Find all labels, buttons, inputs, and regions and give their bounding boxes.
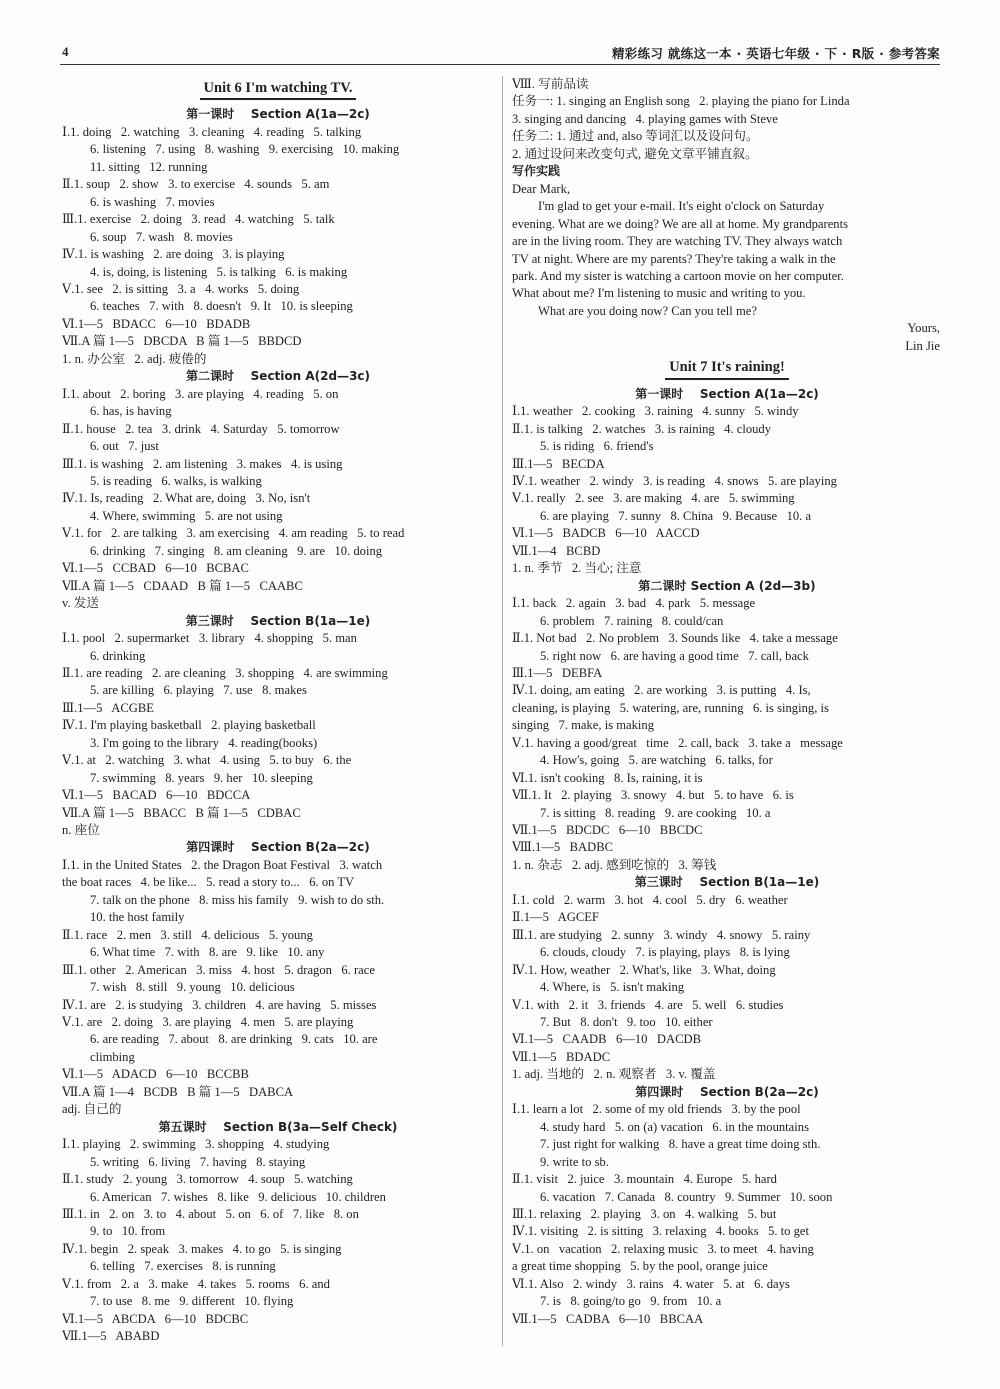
answer-line: 6. problem 7. raining 8. could/can <box>540 613 724 628</box>
answer-line: 7. But 8. don't 9. too 10. either <box>540 1015 713 1030</box>
answer-line: Ⅴ.1. from 2. a 3. make 4. takes 5. rooms 6. and <box>62 1276 330 1291</box>
answer-line: Ⅶ.1. It 2. playing 3. snowy 4. but 5. to have 6. is <box>512 788 794 803</box>
answer-line: 11. sitting 12. running <box>90 159 208 174</box>
answer-line: 5. is reading 6. walks, is walking <box>90 473 262 488</box>
answer-line: Ⅰ.1. doing 2. watching 3. cleaning 4. reading 5. talking <box>62 124 362 139</box>
answer-line: 3. I'm going to the library 4. reading(books) <box>90 735 318 750</box>
answer-line: Lin Jie <box>905 338 940 353</box>
answer-line: Ⅳ.1. visiting 2. is sitting 3. relaxing 4. books 5. to get <box>512 1224 809 1239</box>
answer-line: Ⅶ.1—5 CADBA 6—10 BBCAA <box>512 1311 704 1326</box>
page-number: 4 <box>62 44 69 59</box>
answer-line: 9. to 10. from <box>90 1224 166 1239</box>
answer-line: 6. soup 7. wash 8. movies <box>90 229 233 244</box>
answer-line: 5. writing 6. living 7. having 8. staying <box>90 1154 306 1169</box>
answer-line: Ⅷ. 写前品读 <box>512 77 589 91</box>
answer-line: 7. swimming 8. years 9. her 10. sleeping <box>90 770 313 785</box>
answer-line: n. 座位 <box>62 823 100 838</box>
answer-line: park. And my sister is watching a cartoon movie on her computer. <box>512 268 844 283</box>
answer-line: 5. is riding 6. friend's <box>540 439 654 454</box>
answer-line: Ⅵ.1—5 BADCB 6—10 AACCD <box>512 526 700 541</box>
answer-line: Ⅰ.1. about 2. boring 3. are playing 4. reading 5. on <box>62 386 339 401</box>
section-heading: 第二课时 Section A (2d—3b) <box>638 578 816 593</box>
answer-line: Ⅶ.A 篇 1—4 BCDB B 篇 1—5 DABCA <box>62 1084 294 1099</box>
answer-line: Ⅲ.1—5 DEBFA <box>512 665 603 680</box>
answer-line: Ⅵ.1—5 ADACD 6—10 BCCBB <box>62 1067 249 1082</box>
section-heading: 第四课时 Section B(2a—2c) <box>635 1084 819 1099</box>
answer-line: 3. singing and dancing 4. playing games with Steve <box>512 111 778 126</box>
answer-line: 6. clouds, cloudy 7. is playing, plays 8. is lying <box>540 945 790 960</box>
section-heading: 第三课时 Section B(1a—1e) <box>634 875 820 890</box>
answer-line: 写作实践 <box>512 164 561 179</box>
answer-line: Ⅱ.1. soup 2. show 3. to exercise 4. sounds 5. am <box>62 177 330 192</box>
answer-line: 6. are reading 7. about 8. are drinking 9. cats 10. are <box>90 1032 378 1047</box>
answer-line: 1. n. 杂志 2. adj. 感到吃惊的 3. 筹钱 <box>512 857 717 872</box>
answer-line: Ⅰ.1. learn a lot 2. some of my old friends 3. by the pool <box>512 1102 801 1117</box>
answer-line: 6. drinking 7. singing 8. am cleaning 9. are 10. doing <box>90 543 383 558</box>
answer-line: Yours, <box>907 321 940 336</box>
answer-line: Ⅳ.1. are 2. is studying 3. children 4. are having 5. misses <box>62 997 377 1012</box>
answer-line: Ⅱ.1. are reading 2. are cleaning 3. shopping 4. are swimming <box>62 665 388 680</box>
answer-line: Ⅴ.1. see 2. is sitting 3. a 4. works 5. doing <box>62 281 300 296</box>
answer-line: Ⅱ.1. study 2. young 3. tomorrow 4. soup 5. watching <box>62 1172 353 1187</box>
answer-line: 6. teaches 7. with 8. doesn't 9. It 10. is sleeping <box>90 299 353 314</box>
answer-line: Ⅴ.1. for 2. are talking 3. am exercising 4. am reading 5. to read <box>62 526 405 541</box>
answer-line: 4. Where, swimming 5. are not using <box>90 508 283 523</box>
section-heading: 第三课时 Section B(1a—1e) <box>185 613 371 628</box>
answer-line: I'm glad to get your e-mail. It's eight o'clock on Saturday <box>538 199 825 214</box>
section-heading: 第五课时 Section B(3a—Self Check) <box>158 1119 398 1134</box>
answer-line: Ⅶ.1—5 BDCDC 6—10 BBCDC <box>512 823 703 838</box>
answer-line: Ⅳ.1. begin 2. speak 3. makes 4. to go 5. is singing <box>62 1241 342 1256</box>
answer-line: 1. n. 办公室 2. adj. 疲倦的 <box>62 351 207 366</box>
answer-line: Ⅳ.1. weather 2. windy 3. is reading 4. snows 5. are playing <box>512 473 837 488</box>
answer-line: Ⅱ.1. house 2. tea 3. drink 4. Saturday 5. tomorrow <box>62 421 340 436</box>
answer-line: Ⅲ.1—5 BECDA <box>512 456 605 471</box>
answer-line: Ⅳ.1. is washing 2. are doing 3. is playing <box>62 247 285 262</box>
answer-line: 9. write to sb. <box>540 1154 609 1169</box>
answer-line: 7. is 8. going/to go 9. from 10. a <box>540 1294 722 1309</box>
answer-line: Ⅵ.1. Also 2. windy 3. rains 4. water 5. at 6. days <box>512 1276 790 1291</box>
answer-line: Ⅶ.A 篇 1—5 BBACC B 篇 1—5 CDBAC <box>62 805 301 820</box>
answer-line: Ⅲ.1. exercise 2. doing 3. read 4. watching 5. talk <box>62 212 335 227</box>
answer-line: adj. 自己的 <box>62 1102 122 1117</box>
answer-line: Ⅱ.1. is talking 2. watches 3. is raining 4. cloudy <box>512 421 772 436</box>
answer-line: 6. American 7. wishes 8. like 9. delicious 10. children <box>90 1189 386 1204</box>
answer-line: evening. What are we doing? We are all at home. My grandparents <box>512 216 848 231</box>
answer-line: Ⅶ.1—4 BCBD <box>512 543 601 558</box>
answer-line: 4. Where, is 5. isn't making <box>540 980 685 995</box>
answer-line: Ⅲ.1—5 ACGBE <box>62 700 154 715</box>
answer-line: Ⅵ.1—5 CAADB 6—10 DACDB <box>512 1032 701 1047</box>
answer-line: singing 7. make, is making <box>512 718 655 733</box>
page-header <box>60 40 940 65</box>
answer-line: v. 发送 <box>62 596 99 611</box>
answer-line: Ⅲ.1. are studying 2. sunny 3. windy 4. snowy 5. rainy <box>512 927 811 942</box>
answer-line: Ⅴ.1. having a good/great time 2. call, back 3. take a message <box>512 735 843 750</box>
answer-line: Ⅰ.1. in the United States 2. the Dragon Boat Festival 3. watch <box>62 857 383 872</box>
answer-line: 7. wish 8. still 9. young 10. delicious <box>90 980 295 995</box>
unit-title-text: Unit 6 I'm watching TV. <box>200 80 357 100</box>
answer-line: 7. to use 8. me 9. different 10. flying <box>90 1294 294 1309</box>
answer-line: Ⅲ.1. other 2. American 3. miss 4. host 5. dragon 6. race <box>62 962 375 977</box>
answer-line: Ⅳ.1. I'm playing basketball 2. playing basketball <box>62 718 316 733</box>
answer-line: What are you doing now? Can you tell me? <box>538 303 757 318</box>
answer-line: Ⅶ.1—5 BDADC <box>512 1049 611 1064</box>
answer-line: 4. study hard 5. on (a) vacation 6. in the mountains <box>540 1119 809 1134</box>
answer-line: Ⅱ.1. race 2. men 3. still 4. delicious 5. young <box>62 927 313 942</box>
answer-line: 5. right now 6. are having a good time 7. call, back <box>540 648 809 663</box>
answer-line: 6. telling 7. exercises 8. is running <box>90 1259 276 1274</box>
unit-title <box>62 80 494 100</box>
unit-title <box>512 359 942 379</box>
answer-line: Ⅱ.1. visit 2. juice 3. mountain 4. Europe 5. hard <box>512 1172 777 1187</box>
answer-line: Ⅰ.1. back 2. again 3. bad 4. park 5. message <box>512 596 756 611</box>
answer-line: Ⅵ.1—5 ABCDA 6—10 BDCBC <box>62 1311 249 1326</box>
answer-line: Ⅱ.1—5 AGCEF <box>512 910 599 925</box>
answer-line: Ⅴ.1. with 2. it 3. friends 4. are 5. well 6. studies <box>512 997 784 1012</box>
answer-line: 6. has, is having <box>90 404 172 419</box>
answer-line: Ⅳ.1. How, weather 2. What's, like 3. What, doing <box>512 962 776 977</box>
answer-line: Ⅰ.1. playing 2. swimming 3. shopping 4. studying <box>62 1137 330 1152</box>
answer-line: Ⅴ.1. really 2. see 3. are making 4. are 5. swimming <box>512 491 795 506</box>
answer-line: Ⅶ.1—5 ABABD <box>62 1329 160 1344</box>
answer-line: 6. drinking <box>90 648 146 663</box>
answer-line: 1. adj. 当地的 2. n. 观察者 3. v. 覆盖 <box>512 1067 716 1082</box>
answer-line: Ⅳ.1. doing, am eating 2. are working 3. is putting 4. Is, <box>512 683 811 698</box>
left-column <box>62 76 494 1346</box>
answer-line: Ⅵ.1—5 BACAD 6—10 BDCCA <box>62 788 251 803</box>
section-heading: 第一课时 Section A(1a—2c) <box>186 107 370 122</box>
answer-line: 4. How's, going 5. are watching 6. talks, for <box>540 753 773 768</box>
answer-line: Ⅴ.1. on vacation 2. relaxing music 3. to meet 4. having <box>512 1241 814 1256</box>
column-divider <box>502 76 503 1346</box>
answer-line: are in the living room. They are watching TV. They always watch <box>512 234 843 249</box>
answer-line: Ⅷ.1—5 BADBC <box>512 840 614 855</box>
answer-line: cleaning, is playing 5. watering, are, running 6. is singing, is <box>512 700 829 715</box>
section-heading: 第一课时 Section A(1a—2c) <box>635 386 819 401</box>
right-column <box>512 76 942 1328</box>
answer-line: 7. talk on the phone 8. miss his family 9. wish to do sth. <box>90 892 385 907</box>
header-title: 精彩练习 就练这一本 · 英语七年级 · 下 · R版 · 参考答案 <box>612 46 940 61</box>
answer-line: Ⅳ.1. Is, reading 2. What are, doing 3. No, isn't <box>62 491 311 506</box>
answer-line: Ⅴ.1. at 2. watching 3. what 4. using 5. to buy 6. the <box>62 753 352 768</box>
answer-line: 7. just right for walking 8. have a great time doing sth. <box>540 1137 821 1152</box>
answer-line: 6. is washing 7. movies <box>90 194 215 209</box>
answer-line: 10. the host family <box>90 910 185 925</box>
answer-line: Ⅰ.1. pool 2. supermarket 3. library 4. shopping 5. man <box>62 631 357 646</box>
unit-title-text: Unit 7 It's raining! <box>665 359 789 379</box>
answer-line: 5. are killing 6. playing 7. use 8. makes <box>90 683 307 698</box>
answer-line: Ⅴ.1. are 2. doing 3. are playing 4. men 5. are playing <box>62 1015 354 1030</box>
answer-line: 6. are playing 7. sunny 8. China 9. Because 10. a <box>540 508 812 523</box>
answer-line: 6. listening 7. using 8. washing 9. exercising 10. making <box>90 142 400 157</box>
answer-line: What about me? I'm listening to music and writing to you. <box>512 286 806 301</box>
answer-line: 1. n. 季节 2. 当心; 注意 <box>512 561 642 576</box>
answer-line: 7. is sitting 8. reading 9. are cooking 10. a <box>540 805 771 820</box>
answer-line: Ⅲ.1. is washing 2. am listening 3. makes 4. is using <box>62 456 343 471</box>
answer-line: a great time shopping 5. by the pool, orange juice <box>512 1259 768 1274</box>
section-heading: 第四课时 Section B(2a—2c) <box>186 840 370 855</box>
answer-line: Ⅶ.A 篇 1—5 DBCDA B 篇 1—5 BBDCD <box>62 334 302 349</box>
answer-line: 6. vacation 7. Canada 8. country 9. Summer 10. soon <box>540 1189 833 1204</box>
answer-line: 6. out 7. just <box>90 439 159 454</box>
answer-line: Ⅶ.A 篇 1—5 CDAAD B 篇 1—5 CAABC <box>62 578 303 593</box>
answer-line: Dear Mark, <box>512 181 571 196</box>
answer-line: 2. 通过设问来改变句式, 避免文章平铺直叙。 <box>512 146 758 161</box>
answer-line: TV at night. Where are my parents? They're taking a walk in the <box>512 251 836 266</box>
answer-line: the boat races 4. be like... 5. read a story to... 6. on TV <box>62 875 355 890</box>
answer-line: 6. What time 7. with 8. are 9. like 10. any <box>90 945 325 960</box>
answer-line: Ⅵ.1—5 CCBAD 6—10 BCBAC <box>62 561 249 576</box>
answer-line: Ⅰ.1. cold 2. warm 3. hot 4. cool 5. dry 6. weather <box>512 892 788 907</box>
answer-line: 任务二: 1. 通过 and, also 等词汇以及设问句。 <box>512 129 759 144</box>
answer-line: Ⅰ.1. weather 2. cooking 3. raining 4. sunny 5. windy <box>512 404 799 419</box>
answer-line: 4. is, doing, is listening 5. is talking 6. is making <box>90 264 348 279</box>
answer-line: Ⅲ.1. in 2. on 3. to 4. about 5. on 6. of 7. like 8. on <box>62 1207 359 1221</box>
answer-line: 任务一: 1. singing an English song 2. playing the piano for Linda <box>512 94 850 109</box>
section-heading: 第二课时 Section A(2d—3c) <box>185 369 371 384</box>
answer-line: Ⅵ.1. isn't cooking 8. Is, raining, it is <box>512 770 703 785</box>
answer-line: Ⅱ.1. Not bad 2. No problem 3. Sounds like 4. take a message <box>512 631 838 646</box>
answer-line: Ⅲ.1. relaxing 2. playing 3. on 4. walking 5. but <box>512 1207 777 1221</box>
answer-line: climbing <box>90 1049 135 1064</box>
answer-line: Ⅵ.1—5 BDACC 6—10 BDADB <box>62 316 251 331</box>
